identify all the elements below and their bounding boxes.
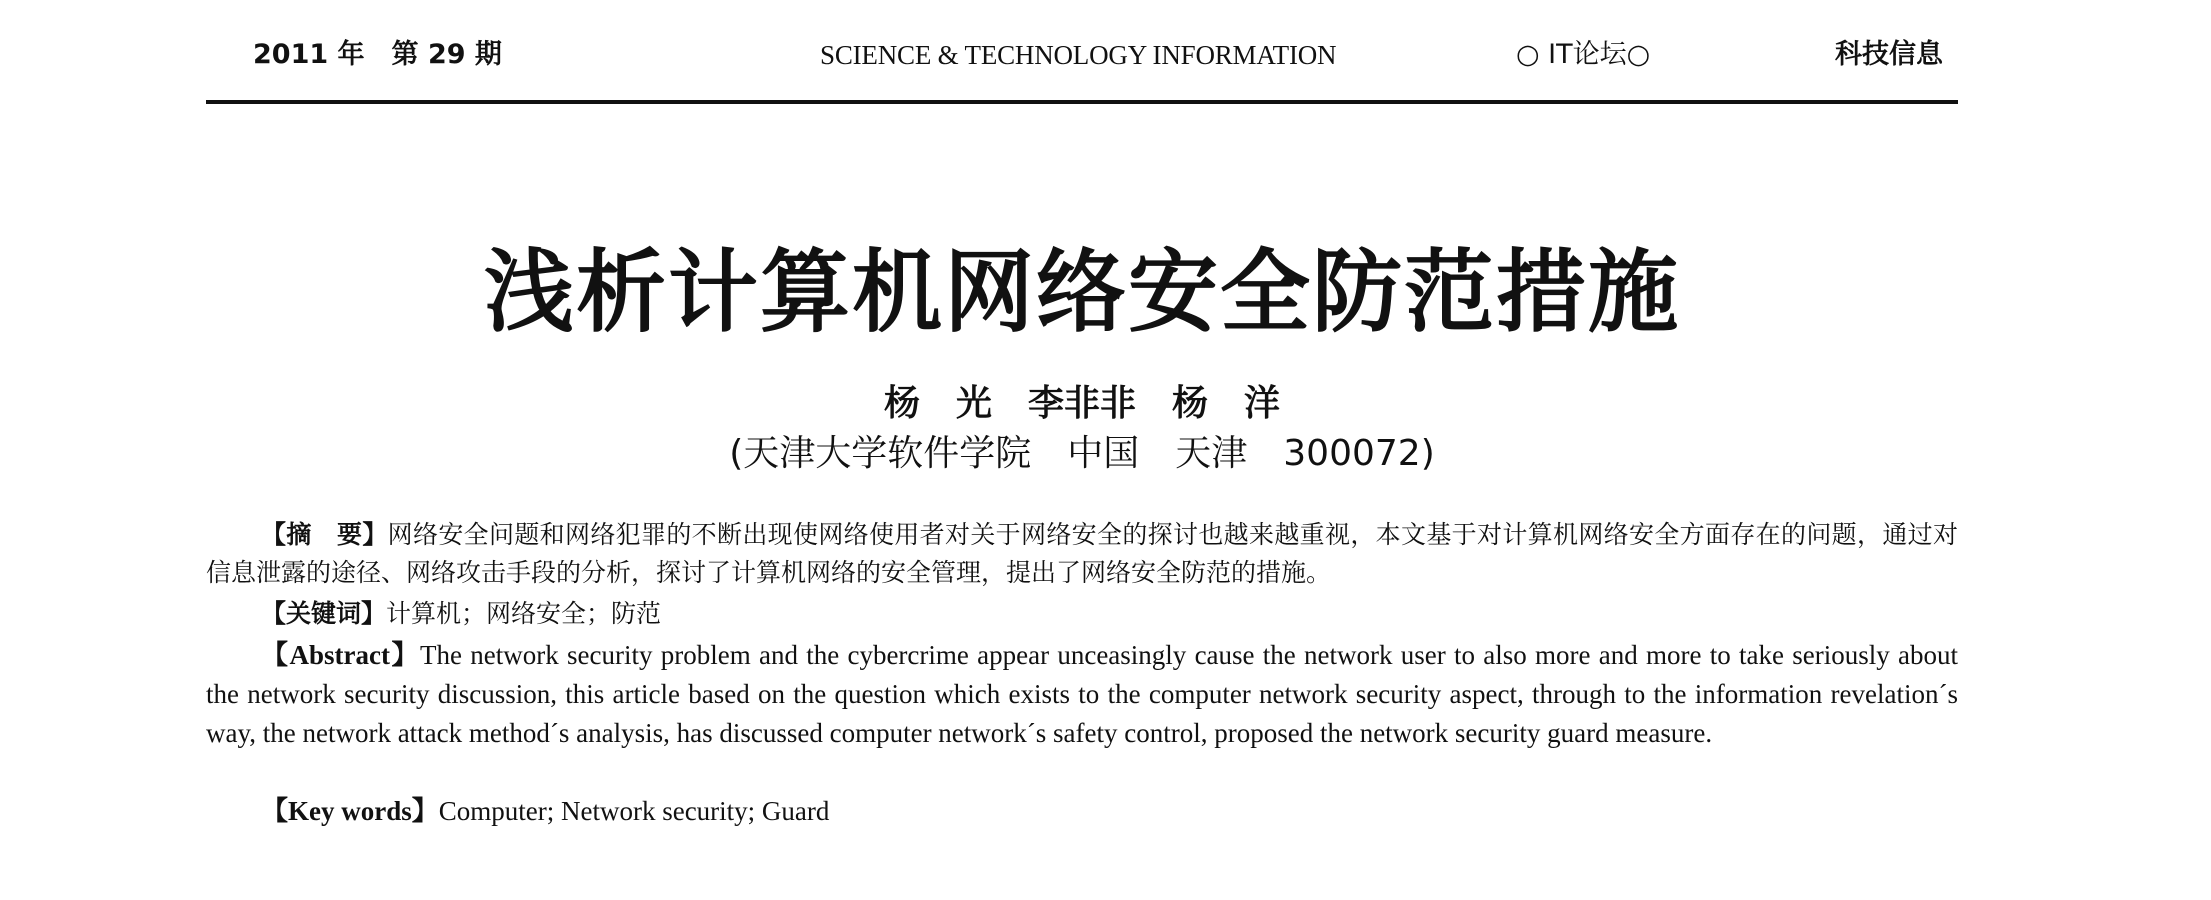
abstract-chinese bbox=[206, 516, 1958, 592]
header-divider bbox=[206, 100, 1958, 104]
abstract-english-text: The network security problem and the cybercrime appear unceasingly cause the network user to also more and more to take seriously about the network security discussion, this article based on the question which exists to the computer network security aspect, through to the information revelation´s way, the network attack method´s analysis, has discussed computer network´s safety control, proposed the network security guard measure. bbox=[206, 640, 1958, 748]
abstract-chinese-text: 网络安全问题和网络犯罪的不断出现使网络使用者对关于网络安全的探讨也越来越重视，本文基于对计算机网络安全方面存在的问题，通过对信息泄露的途径、网络攻击手段的分析，探讨了计算机网络的安全管理，提出了网络安全防范的措施。 bbox=[206, 520, 1958, 587]
abstract-english-label: 【Abstract】 bbox=[261, 640, 421, 670]
issue-number: 2011 年 第 29 期 bbox=[253, 39, 502, 70]
section-name: ○ IT论坛○ bbox=[1516, 39, 1651, 70]
keywords-chinese-label: 【关键词】 bbox=[261, 599, 387, 628]
journal-brand: 科技信息 bbox=[1835, 39, 1943, 70]
journal-name: SCIENCE & TECHNOLOGY INFORMATION bbox=[820, 40, 1337, 70]
keywords-chinese bbox=[206, 595, 1958, 633]
keywords-english-label: 【Key words】 bbox=[261, 796, 439, 826]
article-title: 浅析计算机网络安全防范措施 bbox=[484, 240, 1680, 345]
keywords-english bbox=[206, 792, 1958, 831]
author-affiliation: (天津大学软件学院 中国 天津 300072) bbox=[729, 433, 1435, 474]
author-list: 杨 光 李非非 杨 洋 bbox=[883, 383, 1280, 424]
abstract-english bbox=[206, 636, 1958, 753]
keywords-english-text: Computer; Network security; Guard bbox=[438, 796, 830, 826]
abstract-chinese-label: 【摘 要】 bbox=[261, 520, 388, 549]
keywords-chinese-text: 计算机；网络安全；防范 bbox=[386, 599, 662, 628]
